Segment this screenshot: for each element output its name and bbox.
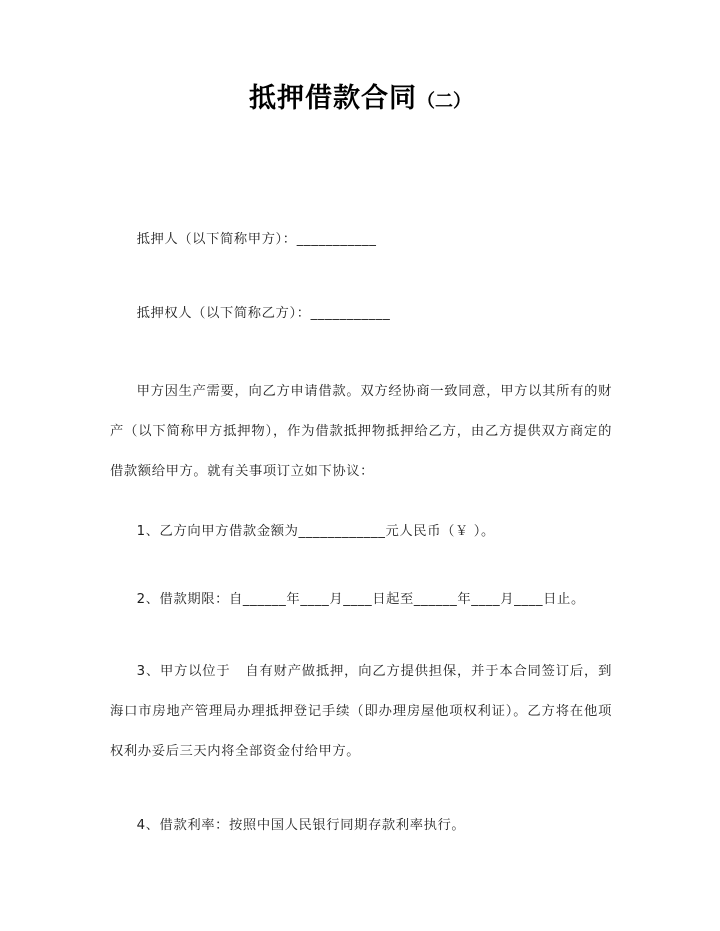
clause-1: 1、乙方向甲方借款金额为____________元人民币（￥ ）。 xyxy=(136,524,495,539)
party-mortgagee-line: 抵押权人（以下简称乙方）：___________ xyxy=(136,306,391,321)
clause-3-prefix: 3、甲方以位于 xyxy=(136,664,231,679)
preamble-paragraph: 甲方因生产需要，向乙方申请借款。双方经协商一致同意，甲方以其所有的财产（以下简称甲方抵押物），作为借款抵押物抵押给乙方，由乙方提供双方商定的借款额给甲方。就有关事项订立如下协议： xyxy=(110,384,612,479)
clause-3 xyxy=(110,652,612,772)
page-title-main: 抵押借款合同 xyxy=(249,83,417,114)
page-title xyxy=(0,76,720,115)
clause-4: 4、借款利率：按照中国人民银行同期存款利率执行。 xyxy=(136,818,466,833)
party-mortgagor-line: 抵押人（以下简称甲方）：___________ xyxy=(136,232,377,247)
clause-3-body: 自有财产做抵押，向乙方提供担保，并于本合同签订后，到海口市房地产管理局办理抵押登记手续（即办理房屋他项权利证）。乙方将在他项权利办妥后三天内将全部资金付给甲方。 xyxy=(110,664,612,759)
page-title-suffix: （二） xyxy=(417,91,471,112)
clause-2: 2、借款期限：自______年____月____日起至______年____月____日止。 xyxy=(136,592,585,607)
